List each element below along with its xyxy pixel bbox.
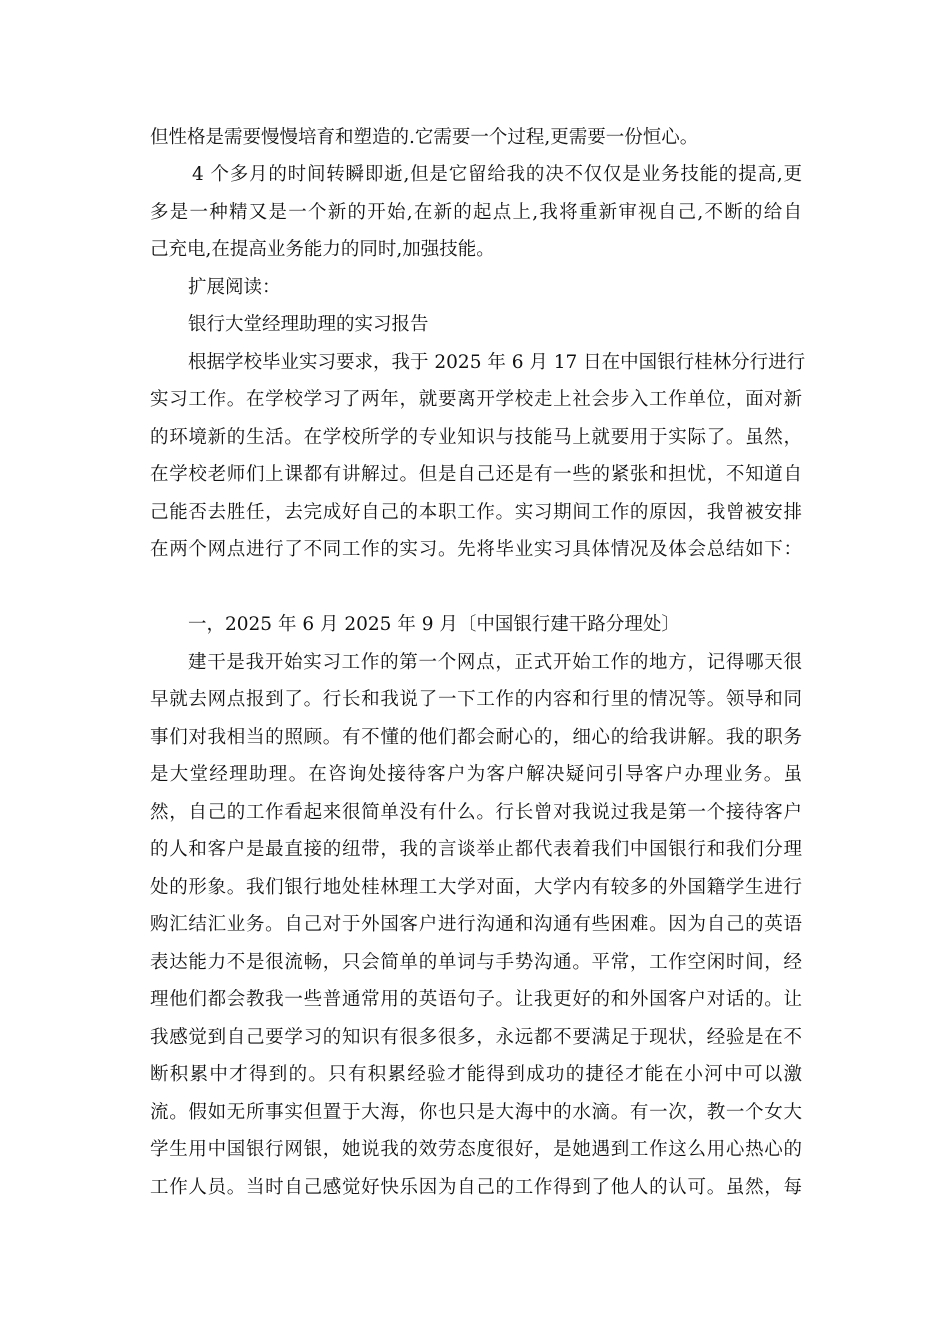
section-heading: 一，2025 年 6 月 2025 年 9 月〔中国银行建干路分理处〕 bbox=[188, 614, 680, 635]
text-line: 在学校老师们上课都有讲解过。但是自己还是有一些的紧张和担忧，不知道自 bbox=[150, 464, 802, 485]
text-line: 根据学校毕业实习要求，我于 2025 年 6 月 17 日在中国银行桂林分行进行 bbox=[188, 352, 806, 373]
text-line: 断积累中才得到的。只有积累经验才能得到成功的捷径才能在小河中可以激 bbox=[150, 1064, 802, 1085]
text-line: 学生用中国银行网银，她说我的效劳态度很好，是她遇到工作这么用心热心的 bbox=[150, 1139, 802, 1160]
text-line: 是大堂经理助理。在咨询处接待客户为客户解决疑问引导客户办理业务。虽 bbox=[150, 764, 802, 785]
text-line: 4 个多月的时间转瞬即逝,但是它留给我的决不仅仅是业务技能的提高,更 bbox=[192, 164, 802, 185]
text-line: 银行大堂经理助理的实习报告 bbox=[188, 314, 429, 335]
text-line: 购汇结汇业务。自己对于外国客户进行沟通和沟通有些困难。因为自己的英语 bbox=[150, 914, 802, 935]
text-line: 己充电,在提高业务能力的同时,加强技能。 bbox=[150, 239, 495, 260]
text-line: 在两个网点进行了不同工作的实习。先将毕业实习具体情况及体会总结如下： bbox=[150, 539, 802, 560]
text-line: 扩展阅读： bbox=[188, 277, 281, 298]
text-line: 的环境新的生活。在学校所学的专业知识与技能马上就要用于实际了。虽然， bbox=[150, 427, 802, 448]
text-line: 然，自己的工作看起来很简单没有什么。行长曾对我说过我是第一个接待客户 bbox=[150, 802, 802, 823]
text-line: 表达能力不是很流畅，只会简单的单词与手势沟通。平常，工作空闲时间，经 bbox=[150, 952, 802, 973]
text-line: 建干是我开始实习工作的第一个网点，正式开始工作的地方，记得哪天很 bbox=[188, 652, 802, 673]
text-line: 理他们都会教我一些普通常用的英语句子。让我更好的和外国客户对话的。让 bbox=[150, 989, 802, 1010]
text-line: 但性格是需要慢慢培育和塑造的.它需要一个过程,更需要一份恒心。 bbox=[150, 127, 699, 148]
text-line: 实习工作。在学校学习了两年，就要离开学校走上社会步入工作单位，面对新 bbox=[150, 389, 802, 410]
text-line: 处的形象。我们银行地处桂林理工大学对面，大学内有较多的外国籍学生进行 bbox=[150, 877, 802, 898]
text-line: 工作人员。当时自己感觉好快乐因为自己的工作得到了他人的认可。虽然，每 bbox=[150, 1177, 802, 1198]
text-line: 我感觉到自己要学习的知识有很多很多，永远都不要满足于现状，经验是在不 bbox=[150, 1027, 802, 1048]
text-line: 的人和客户是最直接的纽带，我的言谈举止都代表着我们中国银行和我们分理 bbox=[150, 839, 802, 860]
text-line: 流。假如无所事实但置于大海，你也只是大海中的水滴。有一次，教一个女大 bbox=[150, 1102, 802, 1123]
text-line: 己能否去胜任，去完成好自己的本职工作。实习期间工作的原因，我曾被安排 bbox=[150, 502, 802, 523]
text-line: 多是一种精又是一个新的开始,在新的起点上,我将重新审视自己,不断的给自 bbox=[150, 202, 802, 223]
text-line: 早就去网点报到了。行长和我说了一下工作的内容和行里的情况等。领导和同 bbox=[150, 689, 802, 710]
text-line: 事们对我相当的照顾。有不懂的他们都会耐心的，细心的给我讲解。我的职务 bbox=[150, 727, 802, 748]
